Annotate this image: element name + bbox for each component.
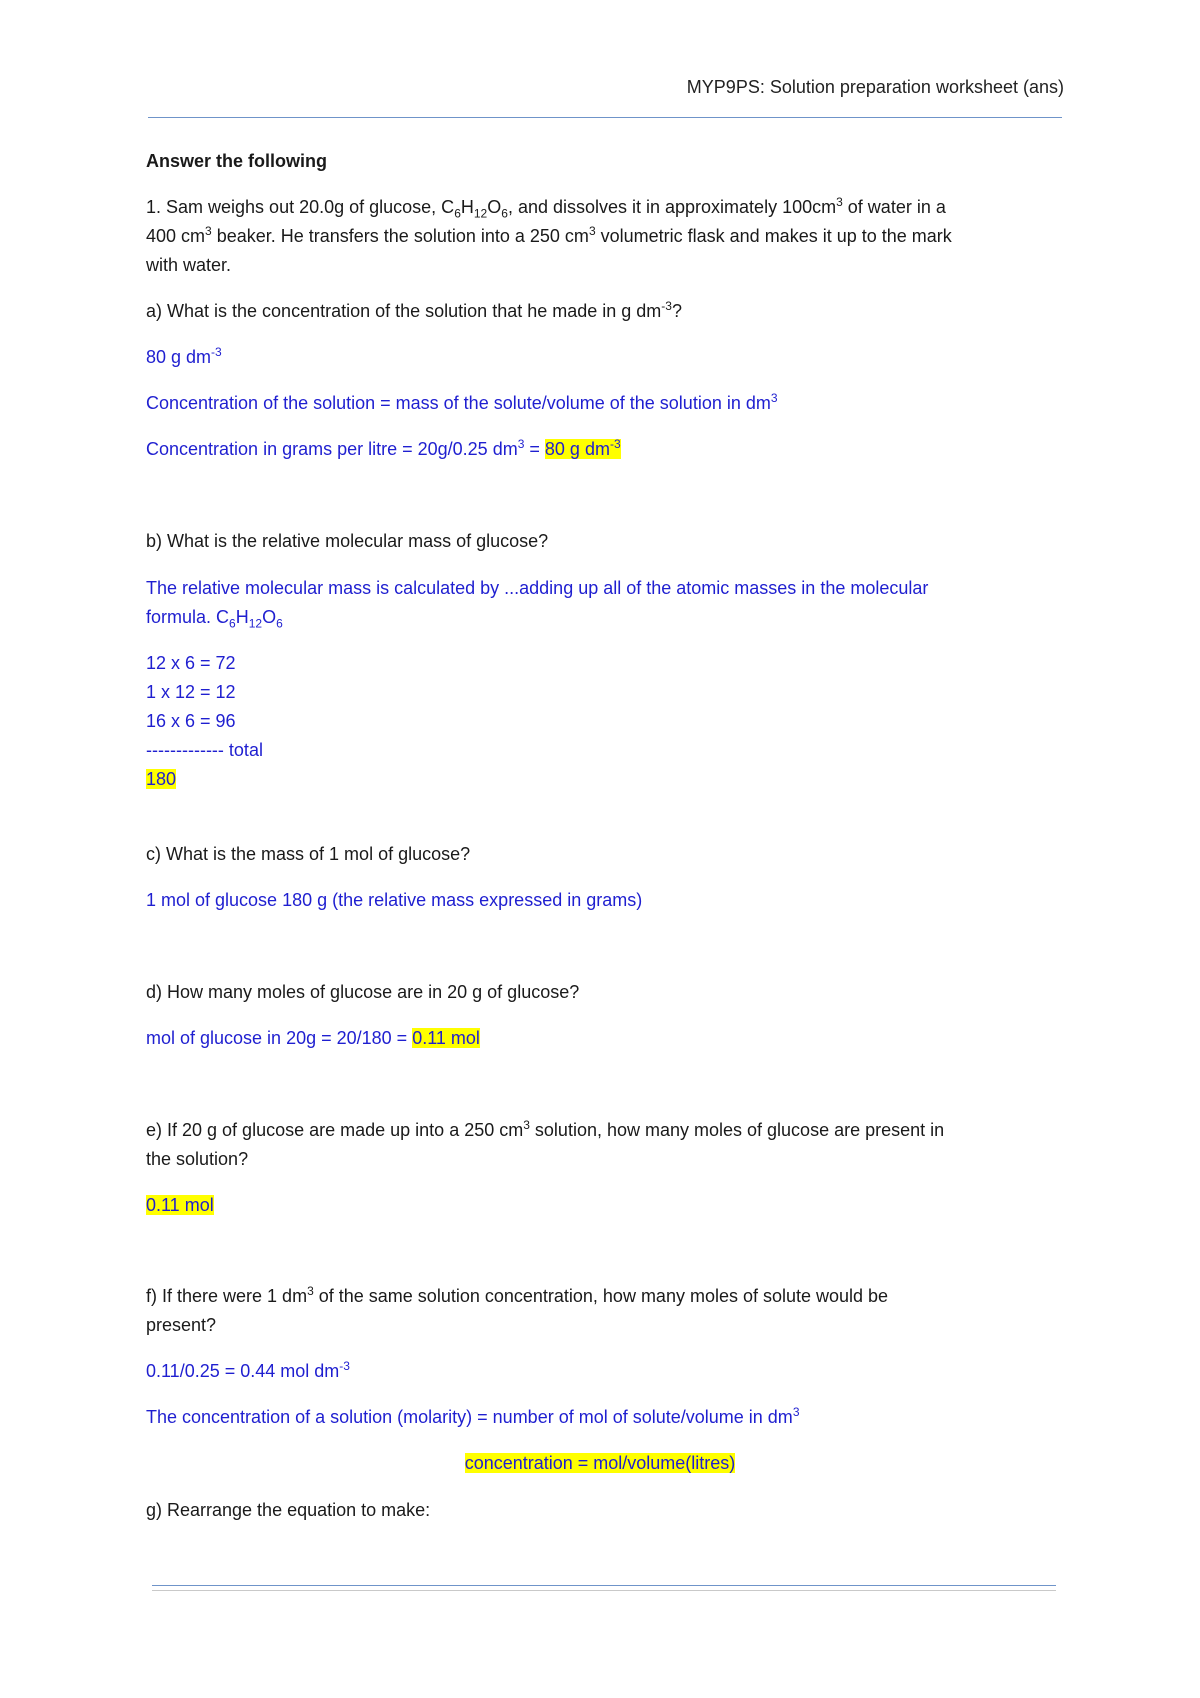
question-a: a) What is the concentration of the solution that he made in g $dm^{-3}$? bbox=[146, 299, 682, 321]
q1-text-line-3: with water. bbox=[146, 255, 232, 275]
answer-c: 1 mol of glucose 180 g (the relative mass expressed in grams) bbox=[146, 890, 643, 910]
answer-a-formula: Concentration of the solution = mass of the solute/volume of the solution in $dm^3$ bbox=[146, 391, 778, 413]
answer-b-explanation-2: formula. $C_6H_{12}O_6$ bbox=[146, 607, 283, 631]
answer-d: mol of glucose in 20g = 20/180 = 0.11 mol bbox=[146, 1028, 480, 1048]
answer-e: 0.11 mol bbox=[146, 1195, 214, 1215]
answer-b-calc-oxygen: 16 x 6 = 96 bbox=[146, 711, 236, 731]
page-header-title: MYP9PS: Solution preparation worksheet (ans) bbox=[686, 77, 1064, 97]
question-c: c) What is the mass of 1 mol of glucose? bbox=[146, 844, 471, 864]
answer-a-calculation: Concentration in grams per litre = 20g/0.25 $dm^3 = 80$ g $dm^{-3}$ bbox=[146, 437, 621, 459]
question-f-line-2: present? bbox=[146, 1315, 217, 1335]
answer-a-value: 80 g $dm^{-3}$ bbox=[146, 345, 222, 367]
q1-text-line-2: 400 $cm^3$ beaker. He transfers the solution into a 250 $cm^3$ volumetric flask and makes it up to the mark bbox=[146, 224, 952, 246]
question-f-line-1: f) If there were 1 $dm^3$ of the same solution concentration, how many moles of solute would be bbox=[146, 1284, 889, 1306]
answer-b-explanation-1: The relative molecular mass is calculated by ...adding up all of the atomic masses in the molecular bbox=[146, 578, 929, 598]
answer-a-highlight: 80 g $dm^{-3}$ bbox=[544, 437, 621, 459]
question-g: g) Rearrange the equation to make: bbox=[146, 1500, 431, 1520]
question-e-line-2: the solution? bbox=[146, 1149, 249, 1169]
header-rule bbox=[148, 117, 1062, 118]
answer-d-highlight: 0.11 mol bbox=[412, 1028, 480, 1048]
answer-f-value: 0.11/0.25 = 0.44 mol $dm^{-3}$ bbox=[146, 1359, 350, 1381]
answer-b-calc-hydrogen: 1 x 12 = 12 bbox=[146, 682, 236, 702]
q1-text-line-1: 1. Sam weighs out 20.0g of glucose, $C_6H_{12}O_6$, and dissolves it in approximately $100cm^3$ of water in a bbox=[146, 195, 946, 221]
answer-f-formula: The concentration of a solution (molarity) = number of mol of solute/volume in $dm^3$ bbox=[146, 1405, 800, 1427]
footer-rule bbox=[152, 1585, 1056, 1586]
question-d: d) How many moles of glucose are in 20 g of glucose? bbox=[146, 982, 580, 1002]
question-b: b) What is the relative molecular mass of glucose? bbox=[146, 531, 549, 551]
answer-b-total: 180 bbox=[146, 769, 177, 789]
question-e-line-1: e) If 20 g of glucose are made up into a 250 $cm^3$ solution, how many moles of glucose are present in bbox=[146, 1118, 945, 1140]
section-heading: Answer the following bbox=[146, 151, 328, 171]
footer-rule-secondary bbox=[152, 1590, 1056, 1591]
answer-b-calc-carbon: 12 x 6 = 72 bbox=[146, 653, 236, 673]
answer-b-total-label: ------------- total bbox=[146, 740, 263, 760]
answer-f-highlight-formula: concentration = mol/volume(litres) bbox=[464, 1453, 736, 1473]
